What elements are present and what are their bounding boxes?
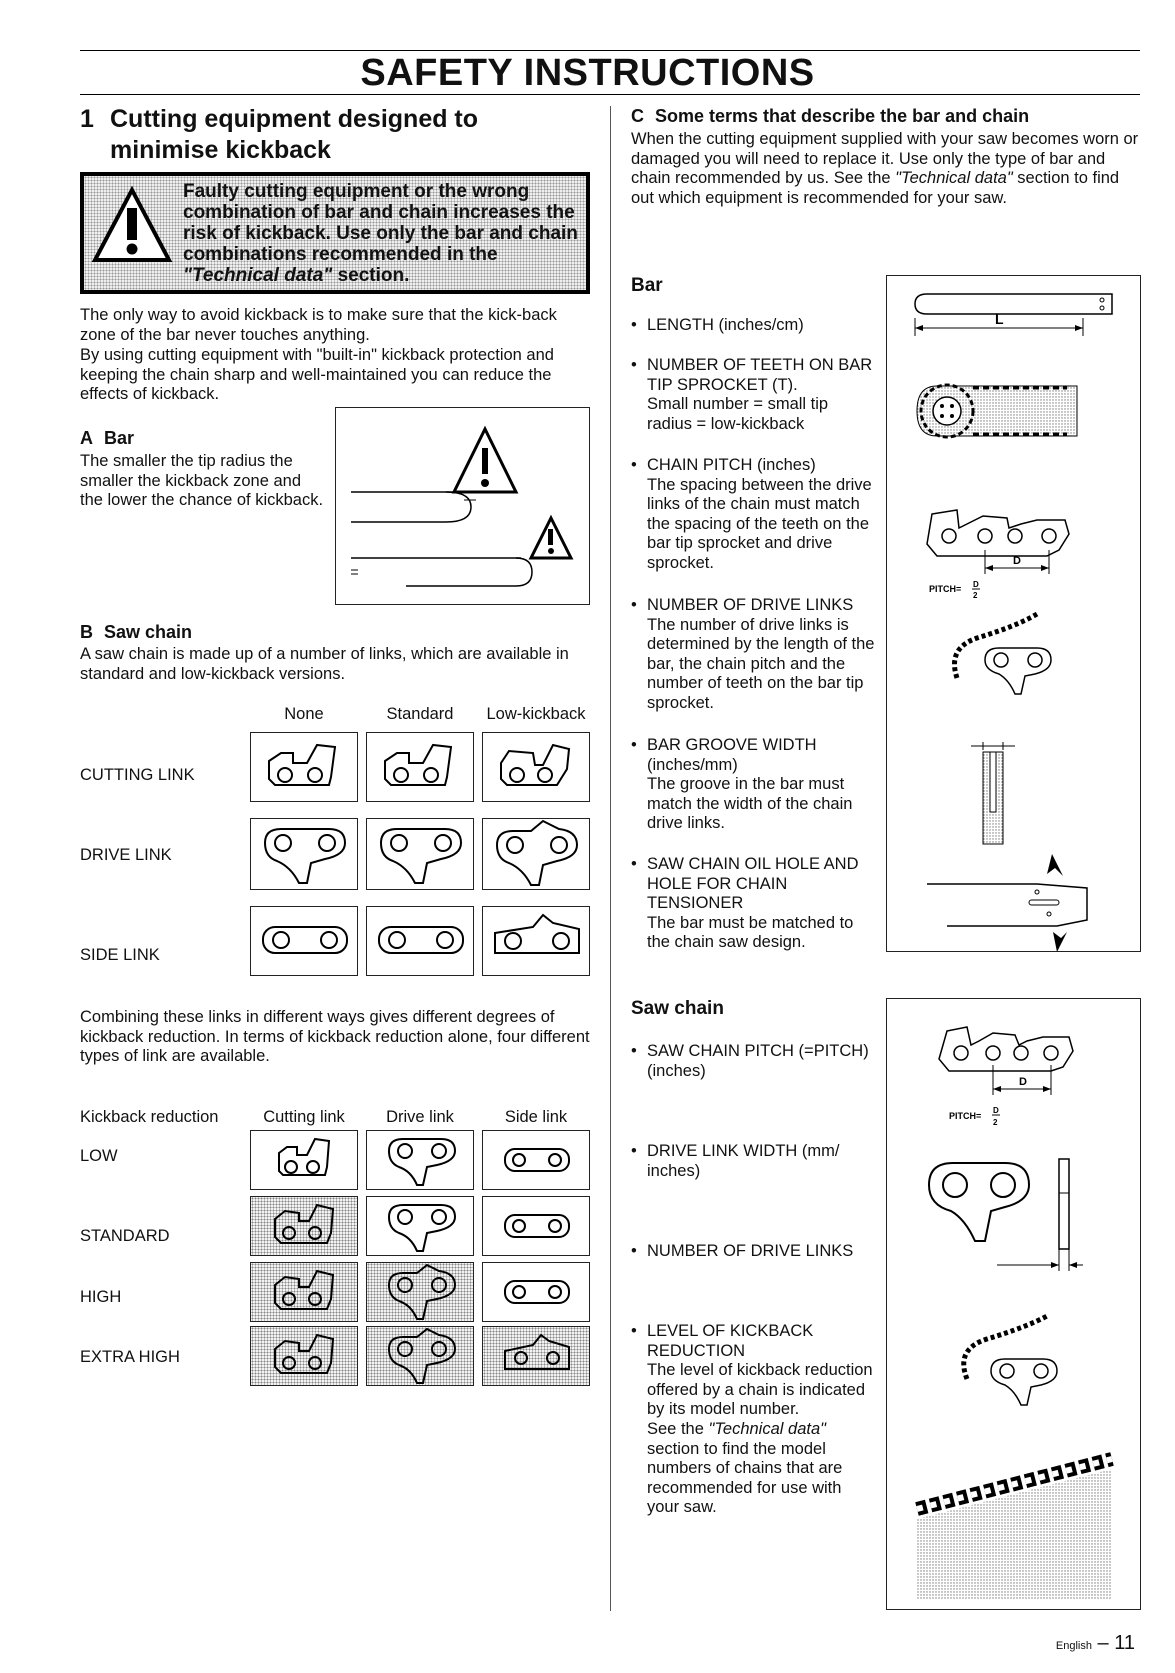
cutting-link-icon xyxy=(483,733,591,803)
svg-text:D: D xyxy=(993,1106,999,1115)
combining-text: Combining these links in different ways gives different degrees of kickback reduction. In terms of kickback reduction alone, four different types of link are available. xyxy=(80,1008,590,1066)
cutting-link-icon xyxy=(251,1131,359,1191)
high-cutting xyxy=(250,1262,358,1322)
cutting-link-icon xyxy=(251,1327,359,1387)
level-low: LOW xyxy=(80,1147,118,1165)
level-standard: STANDARD xyxy=(80,1227,170,1245)
low-side xyxy=(482,1130,590,1190)
side-link-icon xyxy=(483,907,591,977)
side-link-icon xyxy=(367,907,475,977)
intro-paragraph-1: The only way to avoid kickback is to make sure that the kick-back zone of the bar never touches anything. xyxy=(80,306,557,344)
bar-item-pitch: • CHAIN PITCH (inches) The spacing between the drive links of the chain must match the spacing of the teeth on the bar tip sprocket and drive sprocket. xyxy=(631,456,872,572)
warning-box xyxy=(80,172,590,294)
section-title: Cutting equipment designed to minimise kickback xyxy=(110,105,479,164)
drive-link-icon xyxy=(367,819,475,891)
pitch-formula: PITCH= xyxy=(929,584,962,594)
high-side xyxy=(482,1262,590,1322)
bar-item-length: • LENGTH (inches/cm) xyxy=(631,316,804,334)
chain-loop-illustration xyxy=(887,1309,1142,1429)
column-divider xyxy=(610,106,611,1611)
section-c-heading: C Some terms that describe the bar and chain xyxy=(631,106,1030,126)
warning-text: Faulty cutting equipment or the wrong combination of bar and chain increases the risk of kickback. Use only the bar and chain combinations recommended in the "Technical data" section. xyxy=(183,181,578,286)
chain-on-bar-illustration xyxy=(887,1429,1142,1599)
side-link-low-kickback xyxy=(482,906,590,976)
chain-item-kickback-level: • LEVEL OF KICKBACK REDUCTION The level of kickback reduction offered by a chain is indicated by its model number. See the "Technical data" section to find the model numbers of chains that are recommended for use with your saw. xyxy=(631,1322,873,1517)
cutting-col-header: Cutting link xyxy=(263,1108,345,1126)
side-link-icon xyxy=(483,1327,591,1387)
standard-side xyxy=(482,1196,590,1256)
drive-link-icon xyxy=(367,1197,475,1257)
drive-link-icon xyxy=(367,1263,475,1323)
kickback-col-header: Kickback reduction xyxy=(80,1108,219,1126)
chain-pitch-illustration xyxy=(887,494,1142,604)
col-none: None xyxy=(284,705,324,723)
side-link-icon xyxy=(483,1263,591,1323)
oil-hole-illustration xyxy=(887,854,1142,954)
page-title: SAFETY INSTRUCTIONS xyxy=(360,52,815,94)
chain-item-width: • DRIVE LINK WIDTH (mm/ inches) xyxy=(631,1142,840,1180)
page-footer xyxy=(1056,1632,1135,1655)
extra-high-cutting xyxy=(250,1326,358,1386)
bar-length-illustration xyxy=(887,276,1142,356)
row-side-link: SIDE LINK xyxy=(80,946,160,964)
cutting-link-low-kickback xyxy=(482,732,590,802)
pitch-d-label: D xyxy=(1013,555,1021,567)
bar-text: The smaller the tip radius the smaller the kickback zone and the lower the chance of kickback. xyxy=(80,452,324,510)
low-cutting xyxy=(250,1130,358,1190)
bar-kickback-figure xyxy=(335,407,590,605)
side-link-none xyxy=(250,906,358,976)
chain-figures-box xyxy=(886,998,1141,1610)
svg-text:2: 2 xyxy=(993,1118,998,1127)
chain-terms-heading: Saw chain xyxy=(631,998,724,1019)
row-cutting-link: CUTTING LINK xyxy=(80,766,195,784)
bar-tip-illustration xyxy=(336,408,591,606)
bar-figures-box xyxy=(886,275,1141,952)
level-extra-high: EXTRA HIGH xyxy=(80,1348,180,1366)
low-drive xyxy=(366,1130,474,1190)
cutting-link-standard xyxy=(366,732,474,802)
side-link-icon xyxy=(251,907,359,977)
drive-link-icon xyxy=(367,1327,475,1387)
title-rule xyxy=(80,94,1140,95)
cutting-link-icon xyxy=(367,733,475,803)
bar-item-drive-links: • NUMBER OF DRIVE LINKS The number of drive links is determined by the length of the bar, the chain pitch and the number of teeth on the bar tip sprocket. xyxy=(631,596,875,712)
section-c-text: When the cutting equipment supplied with your saw becomes worn or damaged you will need to replace it. Use only the type of bar and chain recommended by us. See the "Technical data" section to find out which equipment is recommended for your saw. xyxy=(631,130,1139,207)
cutting-link-none xyxy=(250,732,358,802)
top-rule xyxy=(80,50,1140,51)
drive-col-header: Drive link xyxy=(386,1108,454,1126)
drive-link-icon xyxy=(367,1131,475,1191)
svg-text:2: 2 xyxy=(973,591,978,600)
side-link-standard xyxy=(366,906,474,976)
pitch-d-label-2: D xyxy=(1019,1076,1027,1088)
chain-pitch-illustration-2 xyxy=(887,1009,1142,1139)
footer-language: English xyxy=(1055,1640,1092,1652)
drive-link-icon xyxy=(251,819,359,891)
standard-cutting xyxy=(250,1196,358,1256)
chain-item-drive-links: • NUMBER OF DRIVE LINKS xyxy=(631,1242,854,1260)
drive-link-standard xyxy=(366,818,474,890)
standard-drive xyxy=(366,1196,474,1256)
side-link-icon xyxy=(483,1197,591,1257)
bar-item-groove: • BAR GROOVE WIDTH (inches/mm) The groove in the bar must match the width of the chain drive links. xyxy=(631,736,853,833)
bar-terms-heading: Bar xyxy=(631,275,663,296)
sprocket-tip-illustration xyxy=(887,366,1142,456)
extra-high-drive xyxy=(366,1326,474,1386)
bar-heading: A Bar xyxy=(80,428,135,448)
intro-paragraph-2: By using cutting equipment with "built-in" kickback protection and keeping the chain sharp and well-maintained you can reduce the effects of kickback. xyxy=(80,346,554,404)
drive-link-width-illustration xyxy=(887,1149,1142,1289)
svg-text:D: D xyxy=(973,580,979,589)
col-low-kickback: Low-kickback xyxy=(486,705,586,723)
pitch-formula-2: PITCH= xyxy=(949,1111,982,1121)
side-link-icon xyxy=(483,1131,591,1191)
bar-item-oil-hole: • SAW CHAIN OIL HOLE AND HOLE FOR CHAIN TENSIONER The bar must be matched to the chain saw design. xyxy=(631,855,859,952)
cutting-link-icon xyxy=(251,1197,359,1257)
extra-high-side xyxy=(482,1326,590,1386)
saw-chain-text: A saw chain is made up of a number of links, which are available in standard and low-kickback versions. xyxy=(80,645,569,683)
section-number: 1 xyxy=(80,105,94,133)
bar-item-teeth: • NUMBER OF TEETH ON BAR TIP SPROCKET (T). Small number = small tip radius = low-kickback xyxy=(631,356,873,433)
row-drive-link: DRIVE LINK xyxy=(80,846,172,864)
drive-links-chain-illustration xyxy=(887,608,1142,718)
length-label: L xyxy=(995,311,1004,327)
warning-triangle-icon xyxy=(92,186,172,266)
level-high: HIGH xyxy=(80,1288,122,1306)
saw-chain-heading: B Saw chain xyxy=(80,622,193,642)
cutting-link-icon xyxy=(251,1263,359,1323)
cutting-link-icon xyxy=(251,733,359,803)
bar-groove-illustration xyxy=(887,736,1142,851)
page-number: – 11 xyxy=(1097,1632,1135,1654)
drive-link-icon xyxy=(483,819,591,891)
high-drive xyxy=(366,1262,474,1322)
drive-link-low-kickback xyxy=(482,818,590,890)
side-col-header: Side link xyxy=(504,1108,568,1126)
chain-item-pitch: • SAW CHAIN PITCH (=PITCH) (inches) xyxy=(631,1042,869,1080)
drive-link-none xyxy=(250,818,358,890)
col-standard: Standard xyxy=(386,705,454,723)
section-1-heading xyxy=(80,104,600,166)
